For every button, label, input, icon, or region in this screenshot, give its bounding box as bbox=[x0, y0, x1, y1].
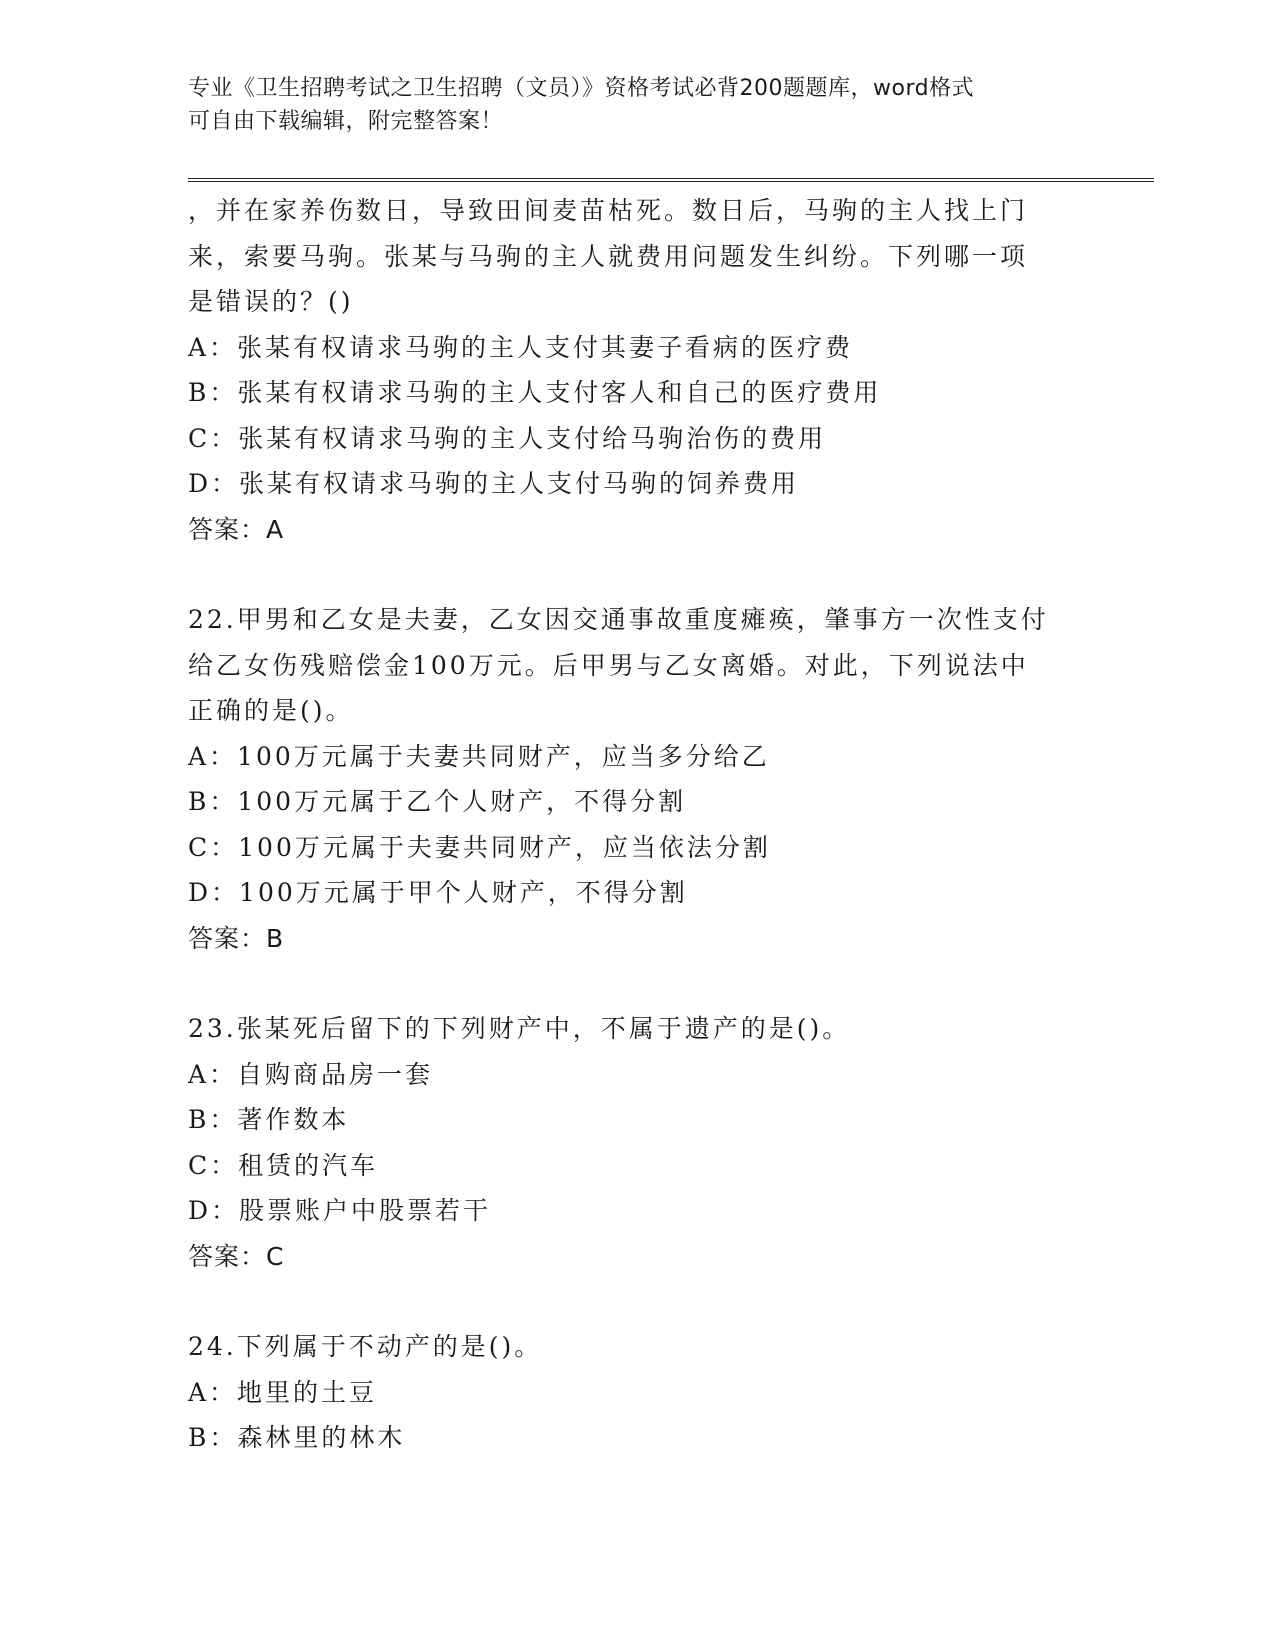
option-a: A：100万元属于夫妻共同财产，应当多分给乙 bbox=[188, 741, 770, 771]
option-d: D：张某有权请求马驹的主人支付马驹的饲养费用 bbox=[188, 469, 800, 498]
header-divider bbox=[188, 178, 1154, 182]
option-c: C：张某有权请求马驹的主人支付给马驹治伤的费用 bbox=[188, 423, 827, 453]
question-stem-line: 给乙女伤残赔偿金100万元。后甲男与乙女离婚。对此，下列说法中 bbox=[188, 650, 1029, 680]
question-22 bbox=[188, 597, 1088, 961]
document-header bbox=[188, 72, 1088, 138]
question-23 bbox=[188, 1006, 1088, 1279]
option-b: B：100万元属于乙个人财产，不得分割 bbox=[188, 787, 687, 816]
question-21 bbox=[188, 188, 1088, 552]
option-b: B：张某有权请求马驹的主人支付客人和自己的医疗费用 bbox=[188, 378, 882, 407]
question-stem-line: 22.甲男和乙女是夫妻，乙女因交通事故重度瘫痪，肇事方一次性支付 bbox=[188, 605, 1049, 634]
question-list bbox=[188, 188, 1088, 1461]
option-d: D：股票账户中股票若干 bbox=[188, 1196, 492, 1225]
question-24 bbox=[188, 1324, 1088, 1461]
answer-line: 答案：C bbox=[188, 1241, 285, 1271]
question-stem-line: 正确的是()。 bbox=[188, 696, 354, 725]
spacer bbox=[188, 961, 1088, 1006]
option-a: A：地里的土豆 bbox=[188, 1377, 378, 1407]
question-stem-line: 24.下列属于不动产的是()。 bbox=[188, 1332, 543, 1361]
option-b: B：著作数本 bbox=[188, 1105, 350, 1134]
header-line-1: 专业《卫生招聘考试之卫生招聘（文员）》资格考试必背200题题库，word格式 bbox=[188, 76, 975, 101]
answer-line: 答案：B bbox=[188, 923, 285, 953]
option-c: C：租赁的汽车 bbox=[188, 1150, 379, 1180]
spacer bbox=[188, 1279, 1088, 1324]
question-stem-line: ，并在家养伤数日，导致田间麦苗枯死。数日后，马驹的主人找上门 bbox=[188, 196, 1029, 225]
option-a: A：张某有权请求马驹的主人支付其妻子看病的医疗费 bbox=[188, 332, 854, 362]
option-a: A：自购商品房一套 bbox=[188, 1059, 434, 1089]
header-line-2: 可自由下载编辑，附完整答案！ bbox=[188, 109, 504, 134]
option-c: C：100万元属于夫妻共同财产，应当依法分割 bbox=[188, 832, 771, 862]
option-b: B：森林里的林木 bbox=[188, 1423, 406, 1452]
spacer bbox=[188, 552, 1088, 597]
option-d: D：100万元属于甲个人财产，不得分割 bbox=[188, 878, 688, 907]
question-stem-line: 23.张某死后留下的下列财产中，不属于遗产的是()。 bbox=[188, 1014, 851, 1043]
question-stem-line: 是错误的？() bbox=[188, 287, 354, 316]
answer-line: 答案：A bbox=[188, 514, 285, 544]
question-stem-line: 来，索要马驹。张某与马驹的主人就费用问题发生纠纷。下列哪一项 bbox=[188, 241, 1029, 271]
